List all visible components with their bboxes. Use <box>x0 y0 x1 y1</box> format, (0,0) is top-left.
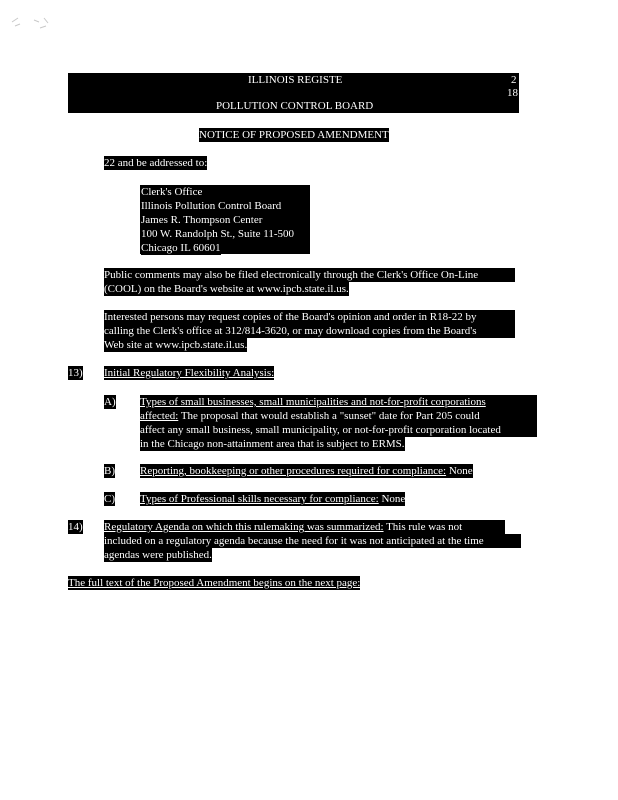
section-14-line: included on a regulatory agenda because the need for it was not anticipated at the time <box>104 534 521 548</box>
address-line: Illinois Pollution Control Board <box>141 200 282 212</box>
item-a-line2-heading: affected: <box>140 410 179 422</box>
agency-name: POLLUTION CONTROL BOARD <box>216 100 374 112</box>
interested-persons-line: Interested persons may request copies of the Board's opinion and order in R18-22 by <box>104 310 515 324</box>
address-line: Chicago IL 60601 <box>141 242 221 254</box>
address-line: Clerk's Office <box>141 186 203 198</box>
item-a-line2-rest: The proposal that would establish a "sunset" date for Part 205 could <box>178 410 480 422</box>
item-b-label: B) <box>104 465 115 477</box>
section-14-number: 14) <box>68 521 83 533</box>
item-a-line: Types of small businesses, small municipalities and not-for-profit corporations <box>140 395 537 409</box>
item-a-line: in the Chicago non-attainment area that is subject to ERMS. <box>140 438 405 450</box>
address-line: 100 W. Randolph St., Suite 11-500 <box>141 228 294 240</box>
register-title: ILLINOIS REGISTE <box>248 74 343 86</box>
section-14-line1-rest: This rule was not <box>383 521 463 533</box>
section-14-heading: Regulatory Agenda on which this rulemaking was summarized: <box>104 521 384 533</box>
section-14-line1 <box>104 520 505 534</box>
item-c-value: None <box>378 493 406 505</box>
interested-persons-line: Web site at www.ipcb.state.il.us. <box>104 339 248 351</box>
issue-number: 2 <box>511 74 517 86</box>
item-a-line: affect any small business, small municipality, or not-for-profit corporation located <box>140 423 537 437</box>
interested-persons-line: calling the Clerk's office at 312/814-3620, or may download copies from the Board's <box>104 324 515 338</box>
section-13-number: 13) <box>68 367 83 379</box>
item-b-block <box>140 464 473 478</box>
section-13-heading: Initial Regulatory Flexibility Analysis: <box>104 367 275 379</box>
address-line: James R. Thompson Center <box>141 214 263 226</box>
public-comments-line: Public comments may also be filed electronically through the Clerk's Office On-Line <box>104 268 515 282</box>
item-a-line2-block <box>140 409 537 423</box>
intro-line: 22 and be addressed to: <box>104 157 208 169</box>
footer-line: The full text of the Proposed Amendment begins on the next page: <box>68 577 361 589</box>
item-b-value: None <box>446 465 473 477</box>
item-b-heading: Reporting, bookkeeping or other procedures required for compliance: <box>140 465 447 477</box>
scan-mark <box>6 14 54 36</box>
page-number: 18 <box>507 87 518 99</box>
public-comments-line: (COOL) on the Board's website at www.ipcb.state.il.us. <box>104 283 349 295</box>
notice-title: NOTICE OF PROPOSED AMENDMENT <box>199 129 389 141</box>
item-c-block <box>140 492 405 506</box>
section-14-line: agendas were published. <box>104 549 212 561</box>
item-c-heading: Types of Professional skills necessary for compliance: <box>140 493 379 505</box>
item-a-label: A) <box>104 396 116 408</box>
item-c-label: C) <box>104 493 115 505</box>
